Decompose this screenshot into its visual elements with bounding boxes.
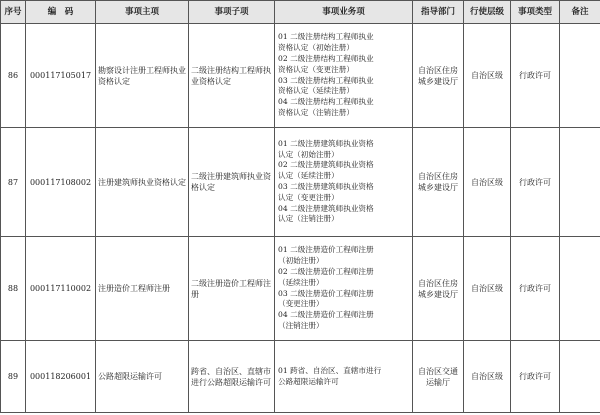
item-line: 资格认定（变更注册）: [278, 64, 354, 74]
item-line: 资格认定（初始注册）: [278, 43, 354, 53]
item-line: 资格认定（延续注册）: [278, 86, 354, 96]
item-line: 04 二级注册结构工程师执业: [278, 97, 374, 107]
cell-note: [560, 237, 600, 341]
cell-dept: 自治区交通运输厅: [413, 341, 464, 413]
header-note: 备注: [560, 1, 600, 24]
item-line: 03 二级注册造价工程师注册: [278, 288, 374, 298]
table-row: [1, 128, 600, 237]
cell-code: 000117108002: [26, 128, 96, 237]
cell-sub: 跨省、自治区、直辖市进行公路超限运输许可: [189, 341, 275, 413]
cell-sub: 二级注册结构工程师执业资格认定: [189, 24, 275, 128]
item-line: 01 二级注册造价工程师注册: [278, 245, 374, 255]
cell-dept: 自治区住房城乡建设厅: [413, 128, 464, 237]
cell-level: 自治区级: [464, 24, 511, 128]
cell-main: 注册建筑师执业资格认定: [96, 128, 189, 237]
item-line: 01 跨省、自治区、直辖市进行: [278, 365, 382, 375]
header-main: 事项主项: [96, 1, 189, 24]
cell-level: 自治区级: [464, 237, 511, 341]
item-line: 03 二级注册结构工程师执业: [278, 75, 374, 85]
cell-items: [275, 237, 413, 341]
cell-code: 000117110002: [26, 237, 96, 341]
cell-main: 注册造价工程师注册: [96, 237, 189, 341]
item-line: 04 二级注册造价工程师注册: [278, 310, 374, 320]
item-line: 认定（初始注册）: [278, 149, 339, 159]
item-line: 认定（延续注册）: [278, 171, 339, 181]
cell-items: [275, 341, 413, 413]
item-line: 04 二级注册建筑师执业资格: [278, 203, 374, 213]
cell-dept: 自治区住房城乡建设厅: [413, 237, 464, 341]
cell-items: [275, 24, 413, 128]
cell-code: 000117105017: [26, 24, 96, 128]
item-line: 01 二级注册建筑师执业资格: [278, 138, 374, 148]
cell-main: 公路超限运输许可: [96, 341, 189, 413]
cell-sub: 二级注册造价工程师注册: [189, 237, 275, 341]
item-line: 公路超限运输许可: [278, 376, 339, 386]
cell-no: 89: [1, 341, 26, 413]
item-line: 01 二级注册结构工程师执业: [278, 32, 374, 42]
table-row: [1, 341, 600, 413]
cell-level: 自治区级: [464, 341, 511, 413]
table-row: [1, 24, 600, 128]
cell-type: 行政许可: [511, 341, 560, 413]
cell-main: 勘察设计注册工程师执业资格认定: [96, 24, 189, 128]
item-line: 02 二级注册建筑师执业资格: [278, 160, 374, 170]
table-header-row: [1, 1, 600, 24]
cell-code: 000118206001: [26, 341, 96, 413]
cell-dept: 自治区住房城乡建设厅: [413, 24, 464, 128]
cell-note: [560, 128, 600, 237]
item-line: 02 二级注册造价工程师注册: [278, 266, 374, 276]
item-line: （初始注册）: [278, 256, 324, 266]
cell-items: [275, 128, 413, 237]
item-line: 资格认定（注销注册）: [278, 107, 354, 117]
cell-no: 86: [1, 24, 26, 128]
item-line: 03 二级注册建筑师执业资格: [278, 182, 374, 191]
header-no: 序号: [1, 1, 26, 24]
cell-type: 行政许可: [511, 128, 560, 237]
cell-note: [560, 24, 600, 128]
header-level: 行使层级: [464, 1, 511, 24]
item-line: （注销注册）: [278, 320, 324, 330]
header-code: 编 码: [26, 1, 96, 24]
item-line: 02 二级注册结构工程师执业: [278, 53, 374, 63]
cell-level: 自治区级: [464, 128, 511, 237]
header-dept: 指导部门: [413, 1, 464, 24]
cell-type: 行政许可: [511, 237, 560, 341]
header-type: 事项类型: [511, 1, 560, 24]
cell-note: [560, 341, 600, 413]
cell-sub: 二级注册建筑师执业资格认定: [189, 128, 275, 237]
header-items: 事项业务项: [275, 1, 413, 24]
item-line: 认定（变更注册）: [278, 192, 339, 202]
item-line: （变更注册）: [278, 299, 324, 309]
cell-type: 行政许可: [511, 24, 560, 128]
item-line: （延续注册）: [278, 277, 324, 287]
header-sub: 事项子项: [189, 1, 275, 24]
item-line: 认定（注销注册）: [278, 214, 339, 224]
cell-no: 87: [1, 128, 26, 237]
cell-no: 88: [1, 237, 26, 341]
table-row: [1, 237, 600, 341]
